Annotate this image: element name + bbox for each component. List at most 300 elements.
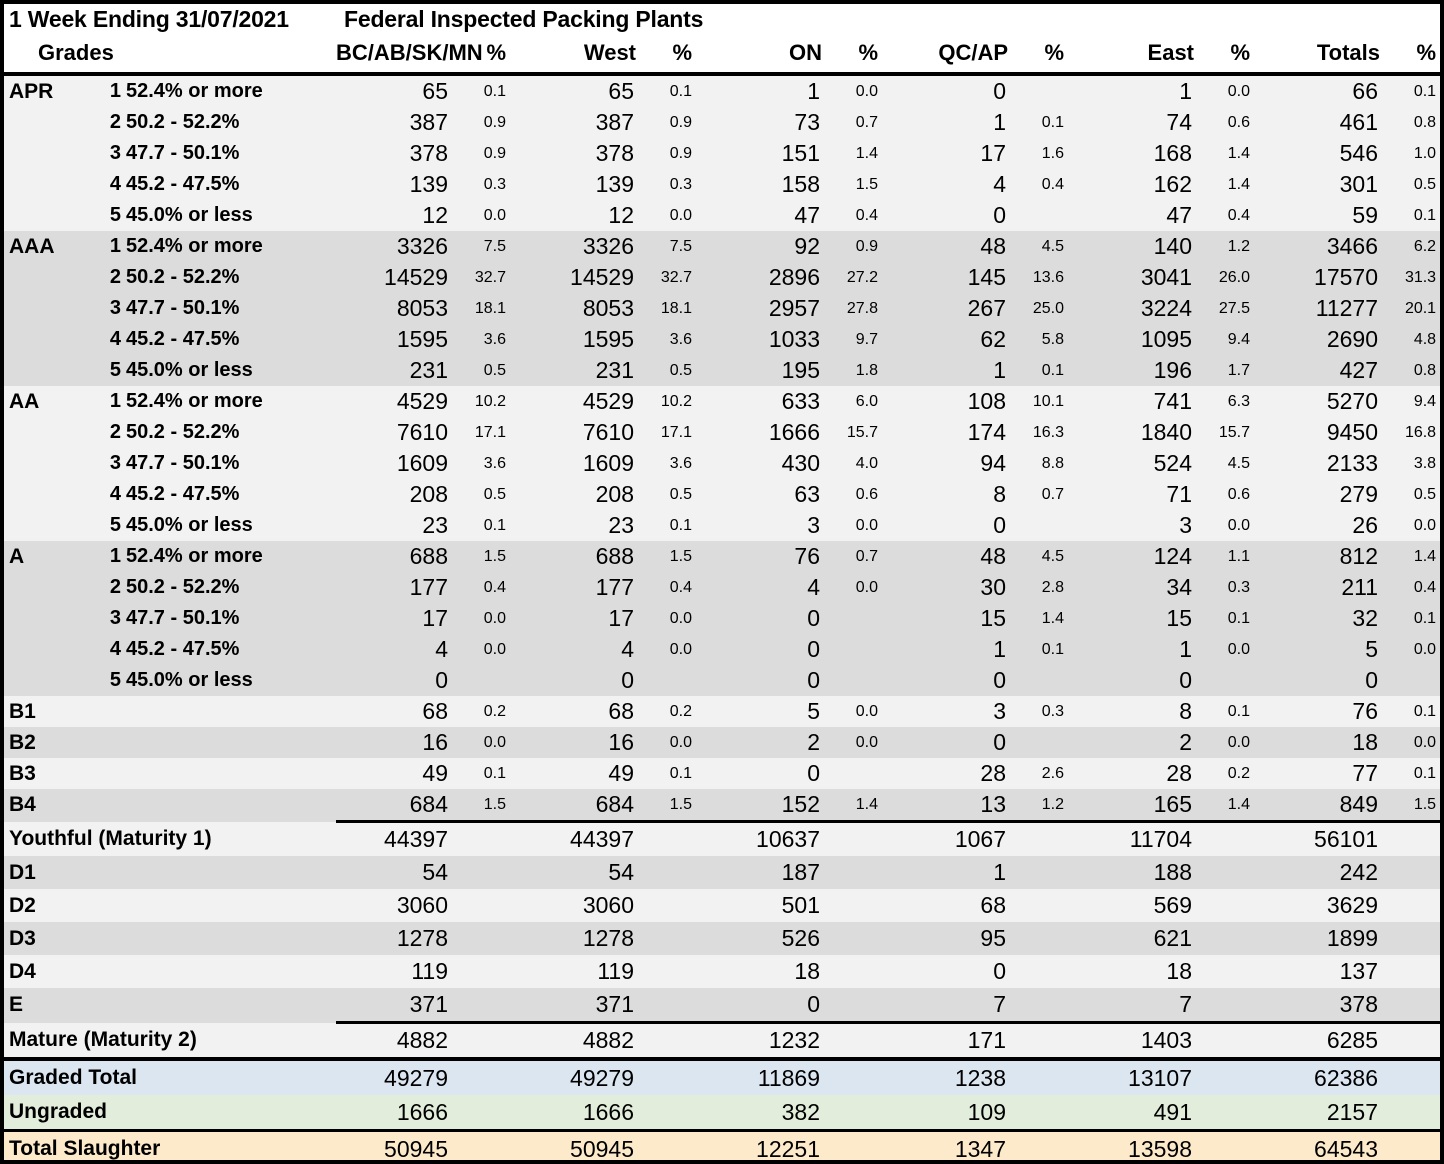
cell-value: 5270 xyxy=(1266,386,1388,417)
cell-pct-spacer xyxy=(644,889,708,922)
cell-percent: 0.0 xyxy=(1388,727,1444,758)
total-pct-spacer xyxy=(1202,1095,1266,1131)
cell-percent: 0.9 xyxy=(644,138,708,169)
cell-value: 688 xyxy=(522,541,644,572)
cell-value: 7 xyxy=(894,988,1016,1023)
cell-value: 1 xyxy=(894,856,1016,889)
cell-pct-spacer xyxy=(458,922,522,955)
cell-value: 0 xyxy=(894,727,1016,758)
grade-label: B3 xyxy=(4,758,336,789)
cell-value: 8 xyxy=(1080,696,1202,727)
cell-percent xyxy=(458,665,522,696)
grade-range: 45.2 - 47.5% xyxy=(126,169,336,200)
cell-value: 0 xyxy=(894,74,1016,107)
grade-range: 52.4% or more xyxy=(126,231,336,262)
grade-range: 50.2 - 52.2% xyxy=(126,572,336,603)
grade-rank: 4 xyxy=(100,479,126,510)
cell-value: 14529 xyxy=(522,262,644,293)
cell-percent: 6.3 xyxy=(1202,386,1266,417)
grade-label xyxy=(4,355,100,386)
cell-value: 5 xyxy=(708,696,830,727)
grade-label xyxy=(4,200,100,231)
grade-label: AA xyxy=(4,386,100,417)
cell-value: 211 xyxy=(1266,572,1388,603)
cell-value: 4 xyxy=(336,634,458,665)
cell-value: 12 xyxy=(336,200,458,231)
cell-pct-spacer xyxy=(1388,922,1444,955)
cell-value: 66 xyxy=(1266,74,1388,107)
total-pct-spacer xyxy=(830,1131,894,1164)
table-row xyxy=(4,293,1444,324)
cell-percent: 1.5 xyxy=(1388,789,1444,822)
total-value: 62386 xyxy=(1266,1059,1388,1095)
cell-value: 524 xyxy=(1080,448,1202,479)
header-col-value-2: ON xyxy=(708,34,830,74)
grade-label xyxy=(4,448,100,479)
table-row xyxy=(4,634,1444,665)
cell-pct-spacer xyxy=(458,955,522,988)
cell-percent: 13.6 xyxy=(1016,262,1080,293)
summary-value: 44397 xyxy=(336,822,458,857)
cell-percent: 0.4 xyxy=(458,572,522,603)
total-pct-spacer xyxy=(644,1095,708,1131)
cell-value: 65 xyxy=(336,74,458,107)
cell-percent: 1.6 xyxy=(1016,138,1080,169)
cell-value: 151 xyxy=(708,138,830,169)
table-row xyxy=(4,324,1444,355)
cell-value: 546 xyxy=(1266,138,1388,169)
table-row xyxy=(4,169,1444,200)
cell-value: 2957 xyxy=(708,293,830,324)
cell-percent: 0.4 xyxy=(1016,169,1080,200)
cell-pct-spacer xyxy=(1202,988,1266,1023)
cell-pct-spacer xyxy=(644,955,708,988)
cell-value: 0 xyxy=(894,955,1016,988)
cell-percent: 0.0 xyxy=(1202,510,1266,541)
header-grades: Grades xyxy=(4,34,336,74)
summary-label: Youthful (Maturity 1) xyxy=(4,822,336,857)
cell-value: 137 xyxy=(1266,955,1388,988)
grade-label xyxy=(4,107,100,138)
cell-percent xyxy=(1016,200,1080,231)
cell-percent: 9.7 xyxy=(830,324,894,355)
cell-value: 168 xyxy=(1080,138,1202,169)
cell-value: 23 xyxy=(336,510,458,541)
total-pct-spacer xyxy=(1202,1131,1266,1164)
total-value: 11869 xyxy=(708,1059,830,1095)
grade-rank: 1 xyxy=(100,386,126,417)
header-col-pct-2: % xyxy=(830,34,894,74)
cell-value: 2133 xyxy=(1266,448,1388,479)
cell-value: 3466 xyxy=(1266,231,1388,262)
total-pct-spacer xyxy=(458,1131,522,1164)
cell-value: 140 xyxy=(1080,231,1202,262)
cell-value: 684 xyxy=(522,789,644,822)
cell-pct-spacer xyxy=(830,856,894,889)
summary-value: 11704 xyxy=(1080,822,1202,857)
cell-percent: 0.1 xyxy=(458,74,522,107)
cell-value: 62 xyxy=(894,324,1016,355)
summary-pct-spacer xyxy=(1388,1023,1444,1060)
grade-rank: 4 xyxy=(100,634,126,665)
cell-value: 12 xyxy=(522,200,644,231)
cell-percent: 0.1 xyxy=(644,74,708,107)
cell-percent: 9.4 xyxy=(1388,386,1444,417)
cell-percent xyxy=(1016,510,1080,541)
cell-percent: 1.2 xyxy=(1202,231,1266,262)
cell-value: 3060 xyxy=(336,889,458,922)
cell-value: 54 xyxy=(522,856,644,889)
cell-percent: 10.1 xyxy=(1016,386,1080,417)
header-col-value-1: West xyxy=(522,34,644,74)
cell-pct-spacer xyxy=(1016,889,1080,922)
cell-percent: 18.1 xyxy=(458,293,522,324)
cell-pct-spacer xyxy=(458,856,522,889)
summary-pct-spacer xyxy=(644,822,708,857)
cell-percent xyxy=(1016,727,1080,758)
cell-pct-spacer xyxy=(1202,922,1266,955)
cell-value: 17 xyxy=(336,603,458,634)
cell-pct-spacer xyxy=(830,922,894,955)
cell-value: 17 xyxy=(522,603,644,634)
cell-value: 71 xyxy=(1080,479,1202,510)
cell-value: 34 xyxy=(1080,572,1202,603)
cell-percent: 3.8 xyxy=(1388,448,1444,479)
cell-percent: 1.5 xyxy=(830,169,894,200)
cell-value: 95 xyxy=(894,922,1016,955)
grade-range: 45.0% or less xyxy=(126,355,336,386)
grade-label xyxy=(4,572,100,603)
table-row xyxy=(4,138,1444,169)
summary-pct-spacer xyxy=(830,1023,894,1060)
cell-value: 14529 xyxy=(336,262,458,293)
total-value: 382 xyxy=(708,1095,830,1131)
cell-percent: 0.1 xyxy=(644,510,708,541)
cell-percent: 17.1 xyxy=(458,417,522,448)
grade-range: 45.0% or less xyxy=(126,510,336,541)
cell-value: 28 xyxy=(1080,758,1202,789)
cell-percent: 16.3 xyxy=(1016,417,1080,448)
total-pct-spacer xyxy=(644,1059,708,1095)
cell-pct-spacer xyxy=(830,988,894,1023)
cell-value: 152 xyxy=(708,789,830,822)
cell-value: 28 xyxy=(894,758,1016,789)
summary-value: 44397 xyxy=(522,822,644,857)
total-value: 49279 xyxy=(522,1059,644,1095)
cell-value: 3060 xyxy=(522,889,644,922)
cell-value: 165 xyxy=(1080,789,1202,822)
cell-value: 1609 xyxy=(336,448,458,479)
cell-value: 13 xyxy=(894,789,1016,822)
table-row xyxy=(4,262,1444,293)
grade-label: AAA xyxy=(4,231,100,262)
total-label: Total Slaughter xyxy=(4,1131,336,1164)
grade-range: 50.2 - 52.2% xyxy=(126,107,336,138)
cell-value: 18 xyxy=(1080,955,1202,988)
cell-value: 1 xyxy=(894,355,1016,386)
grade-label: D2 xyxy=(4,889,336,922)
total-row-graded xyxy=(4,1059,1444,1095)
header-col-pct-1: % xyxy=(644,34,708,74)
summary-value: 4882 xyxy=(522,1023,644,1060)
cell-value: 139 xyxy=(336,169,458,200)
cell-percent: 1.4 xyxy=(1202,138,1266,169)
cell-percent: 0.6 xyxy=(1202,107,1266,138)
cell-value: 124 xyxy=(1080,541,1202,572)
summary-label: Mature (Maturity 2) xyxy=(4,1023,336,1060)
grade-label xyxy=(4,324,100,355)
grade-rank: 2 xyxy=(100,107,126,138)
title-row xyxy=(4,4,1444,34)
cell-percent: 3.6 xyxy=(458,448,522,479)
grade-range: 45.2 - 47.5% xyxy=(126,479,336,510)
total-row-ungraded xyxy=(4,1095,1444,1131)
cell-percent: 1.1 xyxy=(1202,541,1266,572)
cell-value: 2896 xyxy=(708,262,830,293)
cell-value: 145 xyxy=(894,262,1016,293)
cell-value: 54 xyxy=(336,856,458,889)
cell-percent: 0.4 xyxy=(1388,572,1444,603)
grade-range: 45.0% or less xyxy=(126,200,336,231)
grade-rank: 3 xyxy=(100,138,126,169)
cell-value: 0 xyxy=(1080,665,1202,696)
cell-percent: 0.4 xyxy=(644,572,708,603)
total-value: 50945 xyxy=(522,1131,644,1164)
cell-pct-spacer xyxy=(458,988,522,1023)
header-col-pct-5: % xyxy=(1388,34,1444,74)
cell-value: 0 xyxy=(894,665,1016,696)
cell-percent: 1.5 xyxy=(458,541,522,572)
cell-value: 2 xyxy=(1080,727,1202,758)
cell-percent: 0.0 xyxy=(1202,727,1266,758)
cell-value: 3224 xyxy=(1080,293,1202,324)
cell-value: 3326 xyxy=(336,231,458,262)
cell-value: 741 xyxy=(1080,386,1202,417)
summary-row xyxy=(4,822,1444,857)
cell-percent: 15.7 xyxy=(1202,417,1266,448)
grade-label xyxy=(4,169,100,200)
grade-label xyxy=(4,293,100,324)
cell-value: 371 xyxy=(522,988,644,1023)
grade-range: 47.7 - 50.1% xyxy=(126,138,336,169)
cell-percent: 31.3 xyxy=(1388,262,1444,293)
column-header-row xyxy=(4,34,1444,74)
grade-range: 50.2 - 52.2% xyxy=(126,262,336,293)
total-pct-spacer xyxy=(644,1131,708,1164)
cell-value: 3 xyxy=(708,510,830,541)
cell-percent xyxy=(1388,665,1444,696)
summary-pct-spacer xyxy=(1202,1023,1266,1060)
cell-percent: 0.3 xyxy=(458,169,522,200)
cell-value: 4529 xyxy=(336,386,458,417)
cell-percent: 0.0 xyxy=(1388,634,1444,665)
table-row xyxy=(4,696,1444,727)
cell-percent xyxy=(1016,665,1080,696)
cell-value: 8 xyxy=(894,479,1016,510)
cell-percent: 0.7 xyxy=(830,541,894,572)
cell-percent: 1.4 xyxy=(830,789,894,822)
grade-range: 45.2 - 47.5% xyxy=(126,324,336,355)
cell-pct-spacer xyxy=(1388,988,1444,1023)
cell-percent: 0.2 xyxy=(1202,758,1266,789)
grade-rank: 2 xyxy=(100,572,126,603)
cell-percent: 1.4 xyxy=(1202,169,1266,200)
total-value: 50945 xyxy=(336,1131,458,1164)
cell-value: 1899 xyxy=(1266,922,1388,955)
cell-value: 4 xyxy=(894,169,1016,200)
cell-value: 0 xyxy=(708,665,830,696)
cell-value: 5 xyxy=(1266,634,1388,665)
summary-pct-spacer xyxy=(458,822,522,857)
cell-value: 196 xyxy=(1080,355,1202,386)
table-row xyxy=(4,572,1444,603)
cell-value: 108 xyxy=(894,386,1016,417)
cell-pct-spacer xyxy=(1016,955,1080,988)
cell-value: 1595 xyxy=(336,324,458,355)
cell-percent: 32.7 xyxy=(458,262,522,293)
cell-value: 68 xyxy=(522,696,644,727)
cell-value: 119 xyxy=(522,955,644,988)
summary-pct-spacer xyxy=(1016,1023,1080,1060)
header-col-pct-0: % xyxy=(458,34,522,74)
cell-value: 63 xyxy=(708,479,830,510)
cell-percent: 27.2 xyxy=(830,262,894,293)
cell-value: 65 xyxy=(522,74,644,107)
cell-percent: 2.8 xyxy=(1016,572,1080,603)
cell-percent: 0.0 xyxy=(830,572,894,603)
cell-percent: 17.1 xyxy=(644,417,708,448)
cell-percent: 0.8 xyxy=(1388,107,1444,138)
cell-percent: 0.1 xyxy=(1388,758,1444,789)
grade-rank: 3 xyxy=(100,293,126,324)
total-value: 13598 xyxy=(1080,1131,1202,1164)
cell-percent: 0.0 xyxy=(830,74,894,107)
header-col-value-3: QC/AP xyxy=(894,34,1016,74)
table-row xyxy=(4,889,1444,922)
cell-percent: 1.8 xyxy=(830,355,894,386)
cell-percent: 27.5 xyxy=(1202,293,1266,324)
cell-percent: 1.2 xyxy=(1016,789,1080,822)
summary-value: 1403 xyxy=(1080,1023,1202,1060)
cell-percent: 0.4 xyxy=(830,200,894,231)
cell-percent xyxy=(644,665,708,696)
cell-value: 92 xyxy=(708,231,830,262)
cell-value: 0 xyxy=(1266,665,1388,696)
cell-value: 0 xyxy=(708,603,830,634)
cell-percent xyxy=(1202,665,1266,696)
total-pct-spacer xyxy=(1016,1131,1080,1164)
cell-value: 76 xyxy=(1266,696,1388,727)
grade-range: 52.4% or more xyxy=(126,541,336,572)
cell-percent xyxy=(830,634,894,665)
cell-pct-spacer xyxy=(1388,856,1444,889)
cell-value: 49 xyxy=(336,758,458,789)
cell-value: 16 xyxy=(522,727,644,758)
cell-value: 1 xyxy=(894,107,1016,138)
grade-rank: 2 xyxy=(100,262,126,293)
cell-value: 378 xyxy=(336,138,458,169)
cell-value: 849 xyxy=(1266,789,1388,822)
cell-percent xyxy=(830,603,894,634)
cell-percent: 0.1 xyxy=(1016,107,1080,138)
cell-percent: 0.0 xyxy=(830,510,894,541)
total-pct-spacer xyxy=(458,1095,522,1131)
cell-percent: 0.0 xyxy=(644,603,708,634)
cell-percent: 0.0 xyxy=(830,727,894,758)
cell-percent: 0.0 xyxy=(458,727,522,758)
cell-value: 18 xyxy=(708,955,830,988)
cell-pct-spacer xyxy=(644,856,708,889)
total-pct-spacer xyxy=(458,1059,522,1095)
summary-value: 10637 xyxy=(708,822,830,857)
cell-value: 77 xyxy=(1266,758,1388,789)
cell-percent: 0.1 xyxy=(1016,634,1080,665)
cell-value: 47 xyxy=(708,200,830,231)
cell-value: 242 xyxy=(1266,856,1388,889)
table-row xyxy=(4,758,1444,789)
table-row xyxy=(4,510,1444,541)
cell-value: 633 xyxy=(708,386,830,417)
cell-value: 174 xyxy=(894,417,1016,448)
cell-value: 32 xyxy=(1266,603,1388,634)
cell-value: 4 xyxy=(522,634,644,665)
total-value: 491 xyxy=(1080,1095,1202,1131)
cell-percent: 0.9 xyxy=(458,107,522,138)
grade-rank: 1 xyxy=(100,231,126,262)
grade-label: D1 xyxy=(4,856,336,889)
cell-value: 1 xyxy=(1080,74,1202,107)
cell-percent: 15.7 xyxy=(830,417,894,448)
cell-value: 11277 xyxy=(1266,293,1388,324)
grade-range: 52.4% or more xyxy=(126,386,336,417)
cell-value: 684 xyxy=(336,789,458,822)
cell-percent: 0.1 xyxy=(1388,74,1444,107)
summary-value: 6285 xyxy=(1266,1023,1388,1060)
cell-percent: 3.6 xyxy=(644,448,708,479)
cell-value: 4529 xyxy=(522,386,644,417)
cell-value: 231 xyxy=(336,355,458,386)
cell-value: 30 xyxy=(894,572,1016,603)
cell-percent: 0.1 xyxy=(1388,696,1444,727)
table-row xyxy=(4,727,1444,758)
total-pct-spacer xyxy=(1202,1059,1266,1095)
cell-value: 195 xyxy=(708,355,830,386)
grade-rank: 3 xyxy=(100,603,126,634)
summary-value: 4882 xyxy=(336,1023,458,1060)
cell-percent: 0.5 xyxy=(1388,169,1444,200)
cell-value: 3 xyxy=(894,696,1016,727)
cell-percent: 16.8 xyxy=(1388,417,1444,448)
cell-pct-spacer xyxy=(830,889,894,922)
cell-percent: 0.1 xyxy=(1202,603,1266,634)
cell-percent: 0.2 xyxy=(644,696,708,727)
total-pct-spacer xyxy=(1388,1095,1444,1131)
cell-percent: 9.4 xyxy=(1202,324,1266,355)
total-value: 12251 xyxy=(708,1131,830,1164)
cell-value: 0 xyxy=(894,200,1016,231)
cell-value: 208 xyxy=(336,479,458,510)
grade-range: 50.2 - 52.2% xyxy=(126,417,336,448)
cell-percent: 0.1 xyxy=(1016,355,1080,386)
grade-range: 45.0% or less xyxy=(126,665,336,696)
grade-rank: 5 xyxy=(100,355,126,386)
cell-value: 387 xyxy=(522,107,644,138)
cell-value: 1 xyxy=(894,634,1016,665)
summary-pct-spacer xyxy=(1016,822,1080,857)
cell-value: 8053 xyxy=(522,293,644,324)
cell-pct-spacer xyxy=(1388,889,1444,922)
cell-value: 15 xyxy=(1080,603,1202,634)
